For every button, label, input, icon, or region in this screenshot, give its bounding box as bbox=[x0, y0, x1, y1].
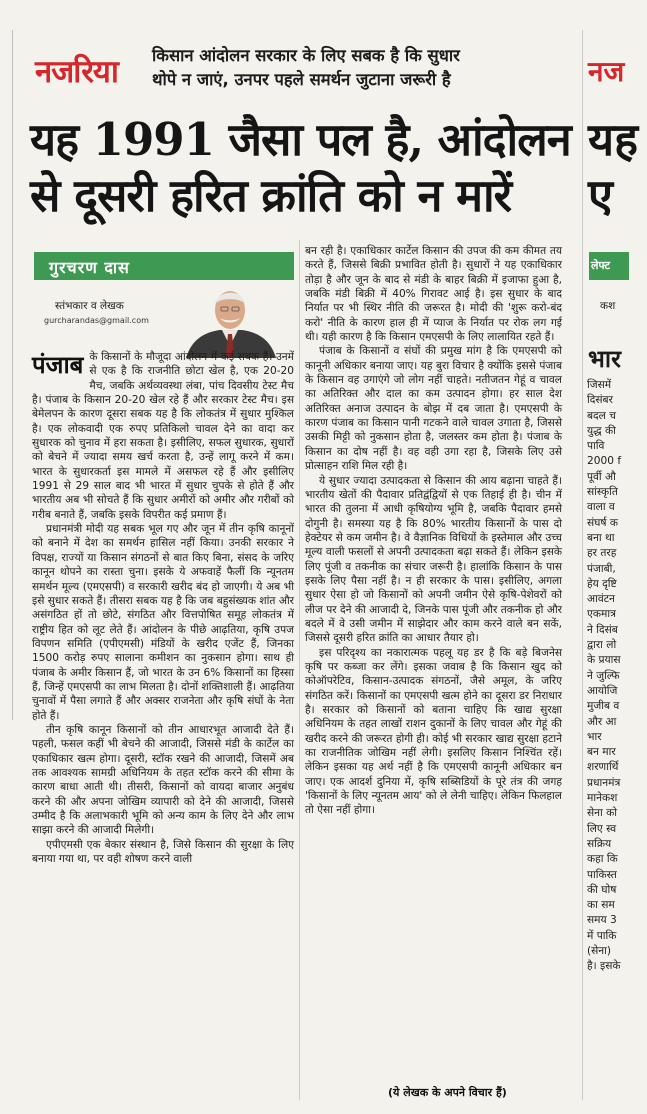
adjacent-body-line: आयोजि bbox=[587, 684, 618, 697]
paragraph-text: के किसानों के मौजूदा आंदोलन में कई सबक हैं। उनमें से एक है कि राजनीति छोटा खेल है, एक 20-20 मैच, जबकि अर्थव्यवस्था लंबा, पांच दिवसीय टेस्ट मैच है। पंजाब के किसान 20-20 खेल रहे हैं और सरकार टेस्ट मैच। इस बेमेलपन के कारण दूसरा सबक यह है कि लोकतंत्र में सुधार मुश्किल है। एक लोकवादी एक रुपए प्रतिकिलो चावल देने का वादा कर सुधारक को चुनाव में हरा सकता है। इसीलिए, सफल सुधारक, सुधारों को बेचने में ज्यादा समय खर्च करता है, उन्हें लागू करने में कम। भारत के सुधारकर्ता इस मामले में असफल रहे हैं और इसीलिए 1991 से 29 साल बाद भी भारत में सुधार चुपके से होते हैं और भारतीय अब भी सोचते हैं कि सुधार अमीरों को अमीर और गरीबों को गरीब बनाते हैं, जबकि इसके विपरीत कई प्रमाण हैं। bbox=[32, 351, 294, 521]
adjacent-body-line: हेय दृष्टि bbox=[587, 577, 617, 590]
adjacent-body-line: ने दिसंब bbox=[587, 623, 618, 636]
adjacent-body-line: कहा कि bbox=[587, 853, 618, 866]
adjacent-body-line: संघर्ष क bbox=[587, 516, 619, 529]
adjacent-body-line: मुजीब व bbox=[587, 700, 620, 713]
author-photo bbox=[176, 280, 284, 358]
author-role: स्तंभकार व लेखक bbox=[55, 300, 124, 312]
article-paragraph: पंजाब के किसानों व संघों की प्रमुख मांग है कि एमएसपी को कानूनी अधिकार बनाया जाए। यह बुरा विचार है क्योंकि इससे पंजाब के किसान वह उगाएंगे जो लोग नहीं चाहते। नतीजतन गेहूं व चावल का अतिरिक्त और दाल का कम उत्पादन होगा। हर साल देश अतिरिक्त अनाज उत्पादन के बोझ में दब जाता है। एमएसपी के कारण पंजाब का किसान पानी गटकने वाले चावल उगाता है, जिससे उसकी मिट्टी को नुकसान होता है, जलस्तर कम होता है। पंजाब के किसान का दोष नहीं है। वह वही उगा रहा है, जिसके लिए उसे प्रोत्साहन राशि मिल रही है। bbox=[305, 345, 562, 473]
adjacent-body-line: आवंटन bbox=[587, 593, 615, 606]
adjacent-body-line: दिसंबर bbox=[587, 394, 613, 407]
dropcap: पंजाब bbox=[32, 350, 84, 379]
adjacent-section-label: नज bbox=[588, 55, 625, 88]
adjacent-author-bar-text: लेफ्ट bbox=[591, 259, 611, 272]
adjacent-body-line: प्रधानमंत्र bbox=[587, 776, 621, 789]
adjacent-headline-line-1: यह bbox=[588, 113, 638, 166]
kicker-line-1: किसान आंदोलन सरकार के लिए सबक है कि सुधार bbox=[152, 46, 460, 65]
author-portrait-image bbox=[176, 280, 284, 358]
adjacent-body-line: है। इसके bbox=[587, 960, 621, 973]
adjacent-body-line: सांस्कृति bbox=[587, 486, 618, 499]
adjacent-body-line: शरणार्थि bbox=[587, 761, 619, 774]
author-email: gurcharandas@gmail.com bbox=[44, 316, 149, 325]
adjacent-body-line: ने जुल्फि bbox=[587, 669, 620, 682]
article-paragraph: बन रही है। एकाधिकार कार्टेल किसान की उपज की कम कीमत तय करते हैं, जिससे बिक्री प्रभावित होती है। सुधारों ने यह एकाधिकार तोड़ा है और जून के बाद से मंडी के बाहर बिक्री में इजाफा हुआ है, जबकि मंडी बिक्री में 40% गिरावट आई है। इस सुधार के बाद निर्यात पर भी स्थिर नीति की जरूरत है। मोदी की 'शुरू करो-बंद करो' नीति के कारण हाल ही में प्याज के निर्यात पर रोक लग गई थी। यही कारण है कि किसान एमएसपी के लिए लालायित रहते हैं। bbox=[305, 245, 562, 344]
adjacent-body-line: की घोष bbox=[587, 883, 617, 896]
adjacent-body-line: के प्रयास bbox=[587, 654, 621, 667]
headline-line-1: यह 1991 जैसा पल है, आंदोलन bbox=[30, 113, 571, 166]
adjacent-body-line: एकमात्र bbox=[587, 608, 616, 621]
author-disclaimer: (ये लेखक के अपने विचार हैं) bbox=[388, 1086, 507, 1099]
adjacent-body-line: जिसमें bbox=[587, 379, 612, 391]
article-column-1 bbox=[32, 350, 294, 866]
adjacent-body-line: में पाकि bbox=[587, 929, 617, 942]
article-paragraph: तीन कृषि कानून किसानों को तीन आधारभूत आजादी देते हैं। पहली, फसल कहीं भी बेचने की आजादी, जिससे मंडी के कार्टेल का एकाधिकार खत्म होगा। दूसरी, स्टॉक रखने की आजादी, जिसमें अब तक आवश्यक सामग्री अधिनियम के तहत स्टॉक करने की सीमा के कारण बाधा आती थी। तीसरी, किसानों को वायदा बाजार अनुबंध करने की और अपना जोखिम व्यापारी को देने की आजादी, जिससे उम्मीद है कि अलाभकारी भूमि को अन्य काम के लिए देने और लाभ साझा करने की आजादी मिलेगी। bbox=[32, 723, 294, 837]
adjacent-body-line: पूर्वी औ bbox=[587, 470, 616, 483]
adjacent-body-line: द्वारा लो bbox=[587, 639, 617, 652]
adjacent-body-line: सेना को bbox=[587, 807, 618, 820]
article-paragraph: इस परिदृश्य का नकारात्मक पहलू यह डर है कि बड़े बिजनेस कृषि पर कब्जा कर लेंगे। इसका जवाब है कि किसान खुद को कोऑपरेटिव, किसान-उत्पादक संगठनों, जैसे अमूल, के जरिए संगठित करें। किसानों का एमएसपी खत्म होने का दूसरा डर निराधार है। सरकार को किसानों को बताना चाहिए कि खाद्य सुरक्षा अधिनियम के तहत लाखों राशन दुकानों के लिए चावल और गेहूं की खरीद करने की जरूरत होगी ही। कोई भी सरकार खाद्य सुरक्षा हटाने का राजनीतिक जोखिम नहीं लेगी। इसलिए किसान निश्चिंत रहें। लेकिन इसका यह अर्थ नहीं है कि एमएसपी कानूनी अधिकार बन जाए। एक आदर्श दुनिया में, कृषि सब्सिडियों के पूरे तंत्र की जगह 'किसानों के लिए न्यूनतम आय' को ले लेनी चाहिए। लेकिन फिलहाल तो ऐसा नहीं होगा। bbox=[305, 646, 562, 817]
adjacent-body-line: मानेकश bbox=[587, 792, 618, 805]
adjacent-body-line: वाला व bbox=[587, 501, 615, 514]
adjacent-body-line: समय 3 bbox=[587, 914, 617, 927]
adjacent-author-role: कश bbox=[600, 300, 616, 312]
section-label: नजरिया bbox=[35, 54, 118, 90]
article-paragraph bbox=[32, 350, 294, 522]
article-paragraph: ये सुधार ज्यादा उत्पादकता से किसान की आय बढ़ाना चाहते हैं। भारतीय खेतों की पैदावार प्रतिद्वंद्वियों से एक तिहाई ही है। चीन में भारत की तुलना में आधी कृषियोग्य भूमि है, जबकि पैदावार हमसे दोगुनी है। समस्या यह है कि 80% भारतीय किसानों के पास दो हेक्टेयर से कम जमीन है। वे वैज्ञानिक विधियों के इस्तेमाल और उच्च मूल्य वाली फसलों से अपनी उत्पादकता बढ़ा सकते हैं। लेकिन इसके लिए पूंजी व तकनीक का संचार जरूरी है। हालांकि किसान के पास इसके लिए पैसा नहीं है। न ही सरकार के पास। इसीलिए, अगला सुधार ऐसा हो जो किसानों को अपनी जमीन ऐसे कृषि-पेशेवरों को लीज पर देने की आजादी दे, जिनके पास पूंजी और तकनीक हो और बदले में वे उसी जमीन में साझेदार और काम करने वाले बन सकें, जिससे दूसरी हरित क्रांति का आधार तैयार हो। bbox=[305, 474, 562, 645]
adjacent-article-clip bbox=[583, 0, 638, 1114]
article-column-2 bbox=[305, 244, 562, 818]
adjacent-subhead: भार bbox=[588, 344, 621, 373]
adjacent-body-line: युद्ध की bbox=[587, 424, 616, 437]
column-rule-middle bbox=[299, 240, 300, 1100]
adjacent-body-line: 2000 f bbox=[587, 455, 622, 468]
adjacent-body-line: और आ bbox=[587, 715, 617, 728]
adjacent-body-line: बना था bbox=[587, 531, 615, 544]
adjacent-body-line: हर तरह bbox=[587, 547, 617, 560]
adjacent-headline-line-2: ए bbox=[588, 169, 613, 222]
adjacent-body-line: पाकिस्त bbox=[587, 868, 617, 881]
author-name: गुरचरण दास bbox=[49, 258, 130, 277]
headline-line-2: से दूसरी हरित क्रांति को न मारें bbox=[30, 169, 512, 222]
adjacent-body-line: पंजाबी, bbox=[587, 562, 616, 575]
adjacent-body-line: (सेना) bbox=[587, 944, 612, 957]
kicker bbox=[152, 44, 572, 92]
adjacent-body-line: सक्रिय bbox=[587, 837, 612, 850]
adjacent-body-line: बन मार bbox=[587, 746, 616, 759]
kicker-line-2: थोपे न जाएं, उनपर पहले समर्थन जुटाना जरूरी है bbox=[152, 70, 451, 89]
column-rule-left bbox=[12, 30, 13, 720]
article-paragraph: प्रधानमंत्री मोदी यह सबक भूल गए और जून में तीन कृषि कानूनों को बनाने में देश का समर्थन हासिल नहीं किया। उनकी सरकार ने विपक्ष, राज्यों या किसान संगठनों से बात किए बिना, संसद के जरिए कानून थोपने का रास्ता चुना। इसके ये अफवाहें फैलीं कि न्यूनतम समर्थन मूल्य (एमएसपी) व सरकारी खरीद बंद हो जाएगी। ये अब भी इसे सुधार सकते हैं। तीसरा सबक यह है कि जब बहुसंख्यक शांत और असंगठित हों तो छोटे, संगठित और वित्तपोषित समूह लोकतंत्र में राष्ट्रीय हित को लूट लेते हैं। आंदोलन के पीछे आढ़तिया, कृषि उपज विपणन समिति (एपीएमसी) मंडियों के खरीद एजेंट हैं, जिनका 1500 करोड़ रुपए सालाना कमीशन का नुकसान होगा। साथ ही पंजाब के अमीर किसान हैं, जो भारत के उन 6% किसानों का हिस्सा हैं, जिन्हें एमएसपी का लाभ मिलता है। दोनों शक्तिशाली हैं। आढ़तिया चुनावों में पैसा लगाते हैं और अक्सर राजनेता और कृषि संघों के नेता होते हैं। bbox=[32, 523, 294, 722]
adjacent-body-line: का सम bbox=[587, 899, 615, 912]
adjacent-body-line: भार bbox=[587, 730, 602, 743]
adjacent-body-line: बदल च bbox=[587, 409, 616, 422]
adjacent-body-text bbox=[587, 378, 647, 975]
adjacent-body-line: लिए स्व bbox=[587, 822, 617, 835]
adjacent-body-line: पावि bbox=[587, 440, 605, 453]
article-paragraph: एपीएमसी एक बेकार संस्थान है, जिसे किसान की सुरक्षा के लिए बनाया गया था, पर वही शोषण करने वाली bbox=[32, 838, 294, 866]
